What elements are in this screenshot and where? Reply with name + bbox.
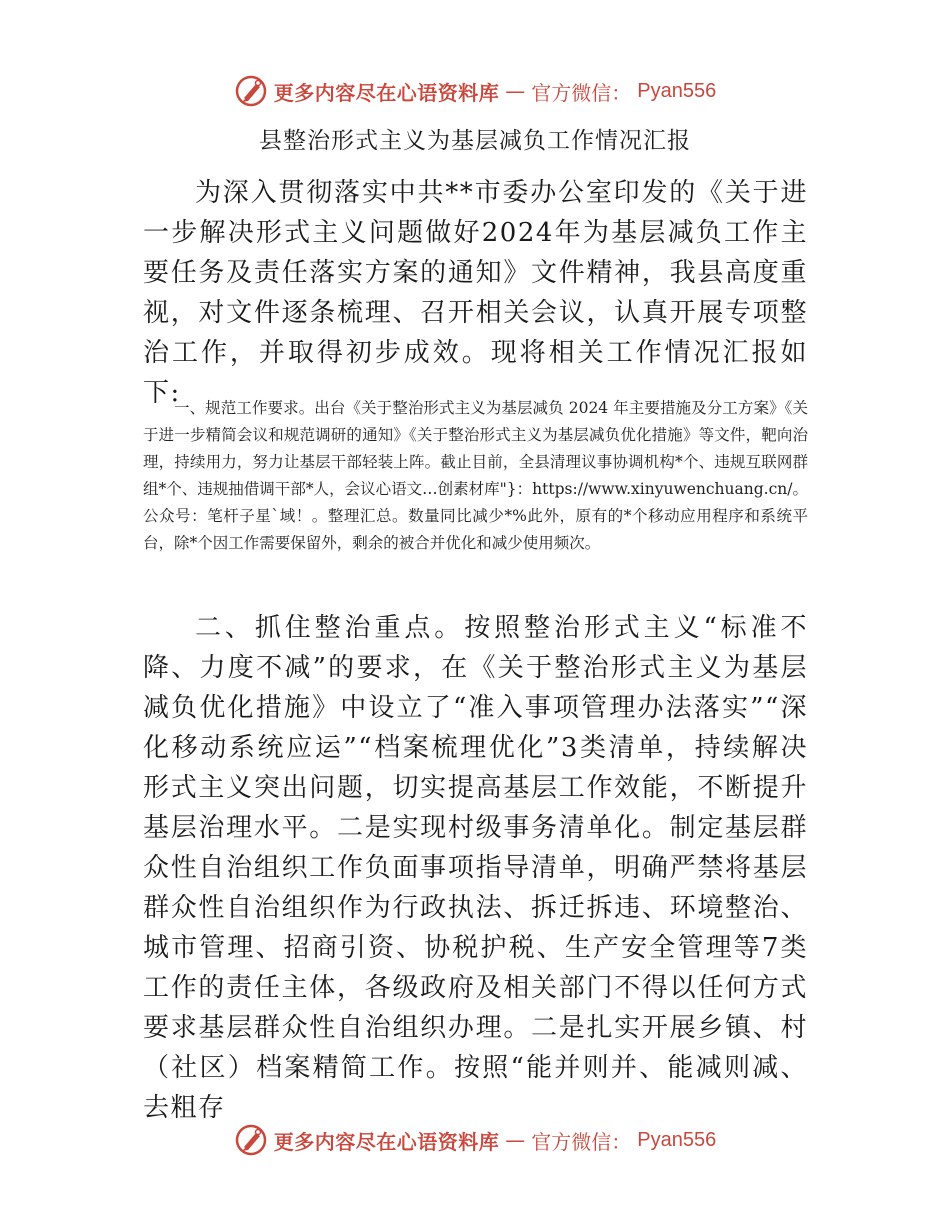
logo-icon: [234, 1123, 268, 1157]
banner-wechat-label: 官方微信：: [531, 1129, 632, 1154]
banner-text: 更多内容尽在心语资料库: [273, 80, 500, 105]
banner-separator: —: [505, 79, 526, 103]
header-banner: [0, 71, 950, 111]
footer-banner: [0, 1120, 950, 1160]
document-title: 县整治形式主义为基层减负工作情况汇报: [259, 128, 691, 154]
banner-text: 更多内容尽在心语资料库: [273, 1129, 500, 1154]
banner-wechat-id: Pyan556: [637, 79, 717, 102]
paragraph-section-2: 二、抓住整治重点。按照整治形式主义“标准不降、力度不减”的要求，在《关于整治形式主义为基层减负优化措施》中设立了“准入事项管理办法落实”“深化移动系统应运”“档案梳理优化”3类清单，持续解决形式主义突出问题，切实提高基层工作效能，不断提升基层治理水平。二是实现村级事务清单化。制定基层群众性自治组织工作负面事项指导清单，明确严禁将基层群众性自治组织作为行政执法、拆迁拆违、环境整治、城市管理、招商引资、协税护税、生产安全管理等7类工作的责任主体，各级政府及相关部门不得以任何方式要求基层群众性自治组织办理。二是扎实开展乡镇、村（社区）档案精简工作。按照“能并则并、能减则减、去粗存: [143, 613, 808, 1123]
paragraph-section-1: 一、规范工作要求。出台《关于整治形式主义为基层减负 2024 年主要措施及分工方案》《关于进一步精简会议和规范调研的通知》《关于整治形式主义为基层减负优化措施》等文件，靶向治理，持续用力，努力让基层干部轻装上阵。截止目前，全县清理议事协调机构*个、违规互联网群组*个、违规抽借调干部*人，会议心语文…创素材库"}：https://www.xinyuwenchuang.cn/。公众号：笔杆子星`域！。整理汇总。数量同比减少*%此外，原有的*个移动应用程序和系统平台，除*个因工作需要保留外，剩余的被合并优化和减少使用频次。: [143, 399, 808, 552]
banner-wechat-label: 官方微信：: [531, 80, 632, 105]
banner-wechat-id: Pyan556: [637, 1128, 717, 1151]
banner-separator: —: [505, 1128, 526, 1152]
paragraph-intro: 为深入贯彻落实中共**市委办公室印发的《关于进一步解决形式主义问题做好2024年为基层减负工作主要任务及责任落实方案的通知》文件精神，我县高度重视，对文件逐条梳理、召开相关会议，认真开展专项整治工作，并取得初步成效。现将相关工作情况汇报如下:: [143, 178, 808, 408]
logo-icon: [234, 74, 268, 108]
